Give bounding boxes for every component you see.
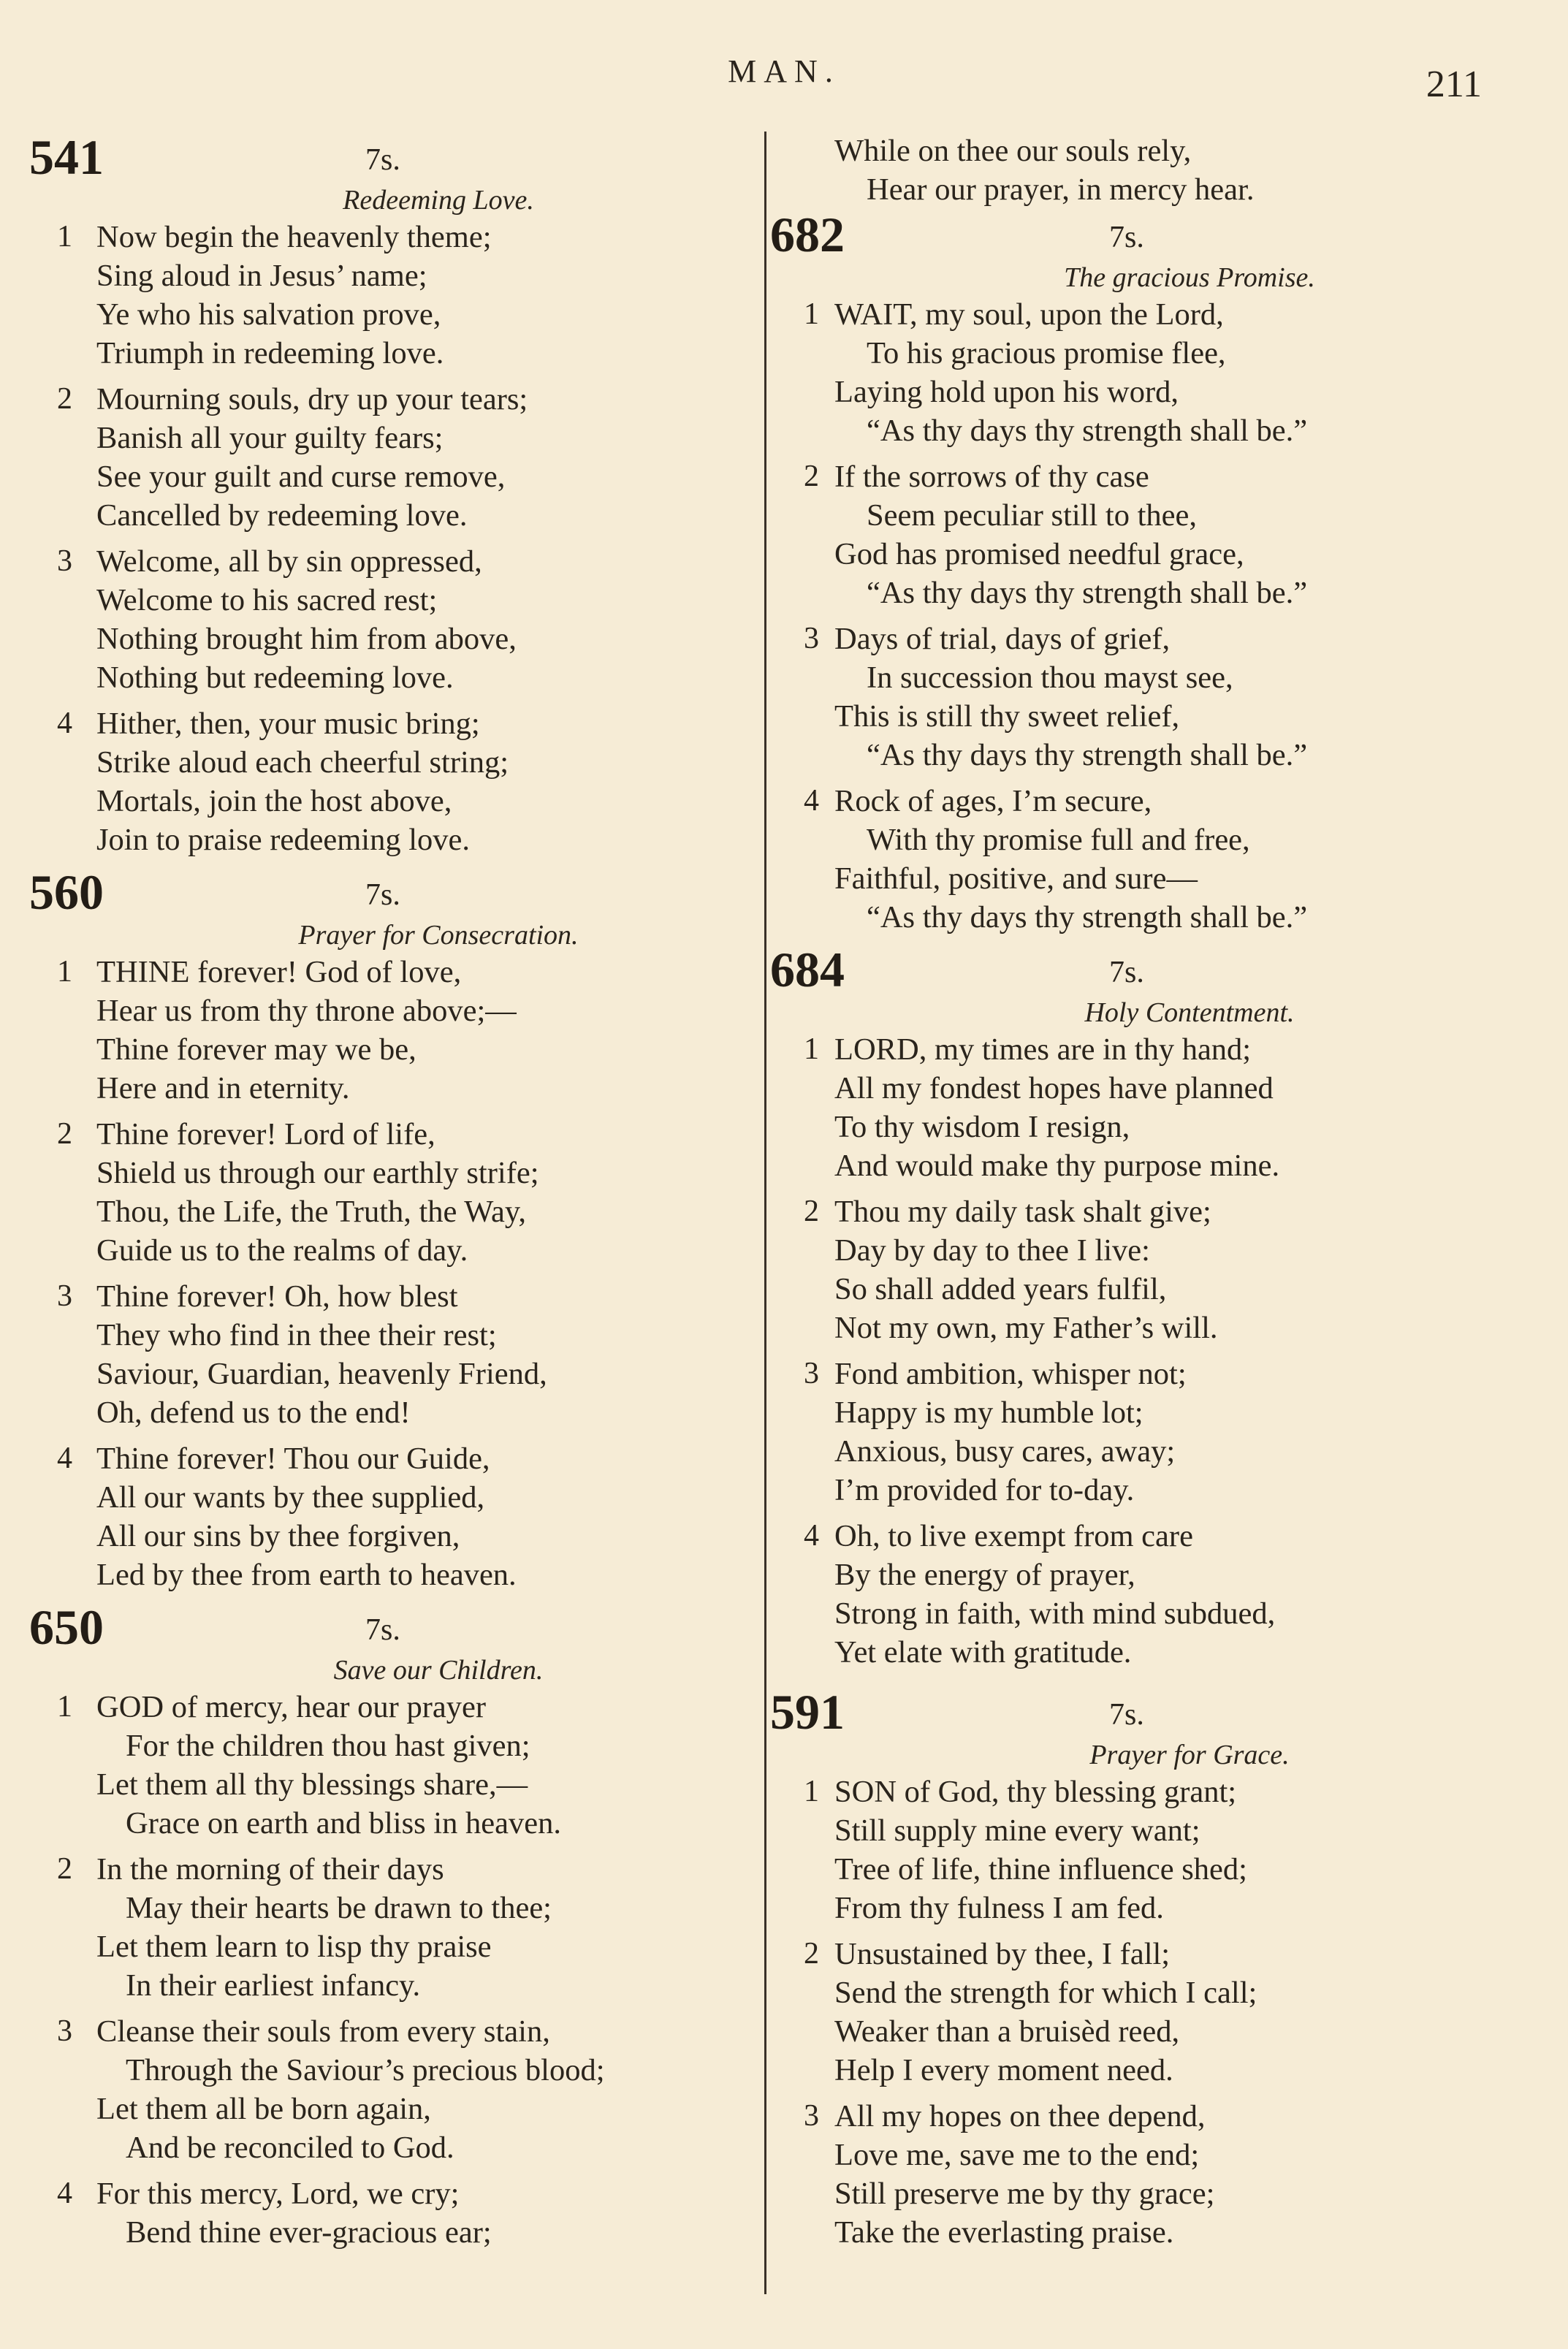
stanza (29, 218, 745, 373)
verse-line: Thine forever! Lord of life, (96, 1117, 435, 1151)
verse-line: And be reconciled to God. (126, 2131, 454, 2165)
stanza-number: 1 (804, 297, 819, 331)
verse-line: Strike aloud each cheerful string; (96, 745, 509, 780)
verse-line: By the energy of prayer, (834, 1558, 1135, 1592)
verse-line: Unsustained by thee, I fall; (834, 1937, 1171, 1971)
verse-line: They who find in thee their rest; (96, 1318, 497, 1352)
verse-line: Send the strength for which I call; (834, 1976, 1257, 2010)
stanza-number: 3 (57, 1279, 72, 1313)
hymn-title: Prayer for Consecration. (298, 920, 579, 951)
hymn-title: Redeeming Love. (343, 185, 534, 216)
stanza (766, 1935, 1511, 2090)
verse-line: Let them all thy blessings share,— (96, 1767, 528, 1802)
stanza-number: 2 (804, 1937, 819, 1971)
verse-line: Thou, the Life, the Truth, the Way, (96, 1195, 526, 1229)
verse-line: Seem peculiar still to thee, (867, 498, 1198, 533)
hymn-header (29, 129, 745, 185)
left-column (29, 129, 745, 2259)
stanza (29, 1277, 745, 1432)
verse-line: Oh, to live exempt from care (834, 1519, 1193, 1553)
verse-line: Days of trial, days of grief, (834, 622, 1171, 656)
stanza-number: 4 (804, 784, 819, 818)
stanza-number: 3 (57, 2014, 72, 2048)
stanza-number: 1 (804, 1032, 819, 1066)
stanza-number: 4 (57, 1442, 72, 1475)
verse-line: “As thy days thy strength shall be.” (867, 414, 1308, 448)
stanza-number: 4 (57, 2177, 72, 2210)
right-column (766, 132, 1511, 2259)
stanza (766, 1773, 1511, 1927)
stanza (29, 2012, 745, 2167)
stanza-number: 4 (804, 1519, 819, 1553)
verse-line: Cleanse their souls from every stain, (96, 2014, 550, 2049)
verse-line: “As thy days thy strength shall be.” (867, 738, 1308, 772)
verse-line: In their earliest infancy. (126, 1968, 421, 2003)
stanza (29, 704, 745, 859)
verse-line: Tree of life, thine influence shed; (834, 1852, 1247, 1887)
verse-line: To thy wisdom I resign, (834, 1110, 1130, 1144)
verse-line: Still supply mine every want; (834, 1813, 1200, 1848)
stanza (766, 457, 1511, 612)
hymn (29, 129, 745, 859)
hymn-meter: 7s. (1109, 1698, 1144, 1732)
verse-line: THINE forever! God of love, (96, 955, 462, 989)
stanza (29, 953, 745, 1108)
verse-line: Triumph in redeeming love. (96, 336, 444, 370)
verse-line: Let them learn to lisp thy praise (96, 1930, 492, 1964)
hymn-header (29, 1599, 745, 1655)
hymn-meter: 7s. (365, 1613, 400, 1647)
hymn (766, 209, 1511, 937)
verse-line: In the morning of their days (96, 1852, 444, 1887)
verse-line: GOD of mercy, hear our prayer (96, 1690, 486, 1724)
verse-line: Help I every moment need. (834, 2053, 1173, 2087)
verse-line: Bend thine ever-gracious ear; (126, 2215, 492, 2250)
hymn-number: 560 (29, 864, 104, 920)
stanza (766, 295, 1511, 450)
verse-line: For the children thou hast given; (126, 1729, 530, 1763)
stanza-number: 3 (804, 1357, 819, 1390)
running-head: MAN. (728, 53, 840, 89)
hymn-title: Save our Children. (333, 1655, 544, 1686)
verse-line: Happy is my humble lot; (834, 1396, 1143, 1430)
verse-line: Hear our prayer, in mercy hear. (867, 172, 1255, 207)
verse-line: Cancelled by redeeming love. (96, 498, 468, 533)
hymn-header (766, 1684, 1511, 1740)
stanza (29, 1439, 745, 1594)
verse-line: Shield us through our earthly strife; (96, 1156, 539, 1190)
hymn-meter: 7s. (365, 143, 400, 177)
verse-line: Guide us to the realms of day. (96, 1233, 468, 1268)
verse-line: Thou my daily task shalt give; (834, 1195, 1211, 1229)
verse-line: Welcome to his sacred rest; (96, 583, 438, 617)
verse-line: Nothing brought him from above, (96, 622, 517, 656)
verse-line: Ye who his salvation prove, (96, 297, 441, 332)
stanza-number: 2 (804, 460, 819, 493)
stanza (766, 1192, 1511, 1347)
verse-line: Nothing but redeeming love. (96, 660, 454, 695)
verse-line: Mortals, join the host above, (96, 784, 452, 818)
verse-line: Hear us from thy throne above;— (96, 994, 517, 1028)
stanza-number: 2 (57, 382, 72, 416)
hymn (29, 864, 745, 1594)
verse-line: All my fondest hopes have planned (834, 1071, 1274, 1105)
verse-line: Through the Saviour’s precious blood; (126, 2053, 605, 2087)
stanza-number: 1 (57, 220, 72, 254)
verse-line: From thy fulness I am fed. (834, 1891, 1164, 1925)
verse-line: Strong in faith, with mind subdued, (834, 1596, 1276, 1631)
stanza-number: 2 (57, 1117, 72, 1151)
verse-line: “As thy days thy strength shall be.” (867, 576, 1308, 610)
verse-line: WAIT, my soul, upon the Lord, (834, 297, 1224, 332)
hymn-continuation (766, 132, 1511, 209)
stanza-number: 3 (804, 622, 819, 655)
verse-line: Rock of ages, I’m secure, (834, 784, 1152, 818)
verse-line: Here and in eternity. (96, 1071, 350, 1105)
verse-line: God has promised needful grace, (834, 537, 1244, 571)
verse-line: SON of God, thy blessing grant; (834, 1775, 1237, 1809)
verse-line: Join to praise redeeming love. (96, 823, 471, 857)
verse-line: May their hearts be drawn to thee; (126, 1891, 552, 1925)
verse-line: “As thy days thy strength shall be.” (867, 900, 1308, 934)
stanza (766, 1030, 1511, 1185)
verse-line: Let them all be born again, (96, 2092, 431, 2126)
hymn-title: The gracious Promise. (1064, 262, 1315, 293)
hymn-header (29, 864, 745, 920)
verse-line: This is still thy sweet relief, (834, 699, 1180, 734)
hymn (29, 1599, 745, 2252)
stanza (766, 782, 1511, 937)
hymn-title: Prayer for Grace. (1089, 1740, 1290, 1770)
verse-line: Faithful, positive, and sure— (834, 861, 1198, 896)
verse-line: Led by thee from earth to heaven. (96, 1558, 517, 1592)
stanza-number: 1 (804, 1775, 819, 1808)
verse-line: Day by day to thee I live: (834, 1233, 1150, 1268)
verse-line: And would make thy purpose mine. (834, 1149, 1280, 1183)
stanza (766, 620, 1511, 774)
stanza (766, 1517, 1511, 1672)
stanza-number: 1 (57, 1690, 72, 1724)
stanza (29, 542, 745, 697)
verse-line: Weaker than a bruisèd reed, (834, 2014, 1180, 2049)
stanza (29, 1688, 745, 1843)
hymn-number: 684 (770, 942, 845, 997)
hymn-meter: 7s. (1109, 221, 1144, 254)
hymn-meter: 7s. (365, 878, 400, 912)
verse-line: I’m provided for to-day. (834, 1473, 1135, 1507)
verse-line: LORD, my times are in thy hand; (834, 1032, 1252, 1067)
verse-line: Thine forever! Thou our Guide, (96, 1442, 490, 1476)
hymn (766, 1686, 1511, 2252)
verse-line: So shall added years fulfil, (834, 1272, 1167, 1306)
verse-line: Fond ambition, whisper not; (834, 1357, 1187, 1391)
hymn-header (766, 209, 1511, 260)
hymn-number: 650 (29, 1599, 104, 1655)
verse-line: Love me, save me to the end; (834, 2138, 1200, 2172)
stanza (29, 380, 745, 535)
verse-line: All my hopes on thee depend, (834, 2099, 1206, 2133)
verse-line: Banish all your guilty fears; (96, 421, 444, 455)
page-number: 211 (1426, 64, 1482, 105)
verse-line: Hither, then, your music bring; (96, 707, 480, 741)
hymn (766, 944, 1511, 1672)
verse-line: Take the everlasting praise. (834, 2215, 1174, 2250)
stanza (29, 1850, 745, 2005)
verse-line: Welcome, all by sin oppressed, (96, 544, 482, 579)
hymn-number: 541 (29, 129, 104, 185)
verse-line: Yet elate with gratitude. (834, 1635, 1132, 1670)
stanza (29, 1115, 745, 1270)
verse-line: Thine forever may we be, (96, 1032, 416, 1067)
stanza-number: 1 (57, 955, 72, 989)
verse-line: If the sorrows of thy case (834, 460, 1149, 494)
hymn-title: Holy Contentment. (1084, 997, 1295, 1028)
verse-line: To his gracious promise flee, (867, 336, 1226, 370)
hymn-number: 682 (770, 207, 845, 262)
verse-line: Anxious, busy cares, away; (834, 1434, 1176, 1469)
verse-line: Still preserve me by thy grace; (834, 2177, 1215, 2211)
verse-line: Saviour, Guardian, heavenly Friend, (96, 1357, 547, 1391)
hymn-header (766, 944, 1511, 995)
hymn-number: 591 (770, 1684, 845, 1740)
verse-line: Mourning souls, dry up your tears; (96, 382, 528, 416)
verse-line: Grace on earth and bliss in heaven. (126, 1806, 561, 1840)
stanza-number: 4 (57, 707, 72, 740)
hymn-meter: 7s. (1109, 956, 1144, 989)
verse-line: Laying hold upon his word, (834, 375, 1179, 409)
stanza (29, 2174, 745, 2252)
verse-line: For this mercy, Lord, we cry; (96, 2177, 460, 2211)
verse-line: In succession thou mayst see, (867, 660, 1233, 695)
stanza-number: 3 (804, 2099, 819, 2133)
verse-line: Now begin the heavenly theme; (96, 220, 492, 254)
verse-line: See your guilt and curse remove, (96, 460, 506, 494)
verse-line: All our wants by thee supplied, (96, 1480, 485, 1515)
verse-line: With thy promise full and free, (867, 823, 1250, 857)
verse-line: While on thee our souls rely, (834, 134, 1192, 168)
verse-line: All our sins by thee forgiven, (96, 1519, 460, 1553)
verse-line: Oh, defend us to the end! (96, 1396, 411, 1430)
stanza (766, 2097, 1511, 2252)
verse-line: Not my own, my Father’s will. (834, 1311, 1218, 1345)
verse-line: Sing aloud in Jesus’ name; (96, 259, 427, 293)
stanza-number: 3 (57, 544, 72, 578)
stanza-number: 2 (57, 1852, 72, 1886)
verse-line: Thine forever! Oh, how blest (96, 1279, 458, 1314)
stanza (766, 1355, 1511, 1509)
stanza-number: 2 (804, 1195, 819, 1228)
